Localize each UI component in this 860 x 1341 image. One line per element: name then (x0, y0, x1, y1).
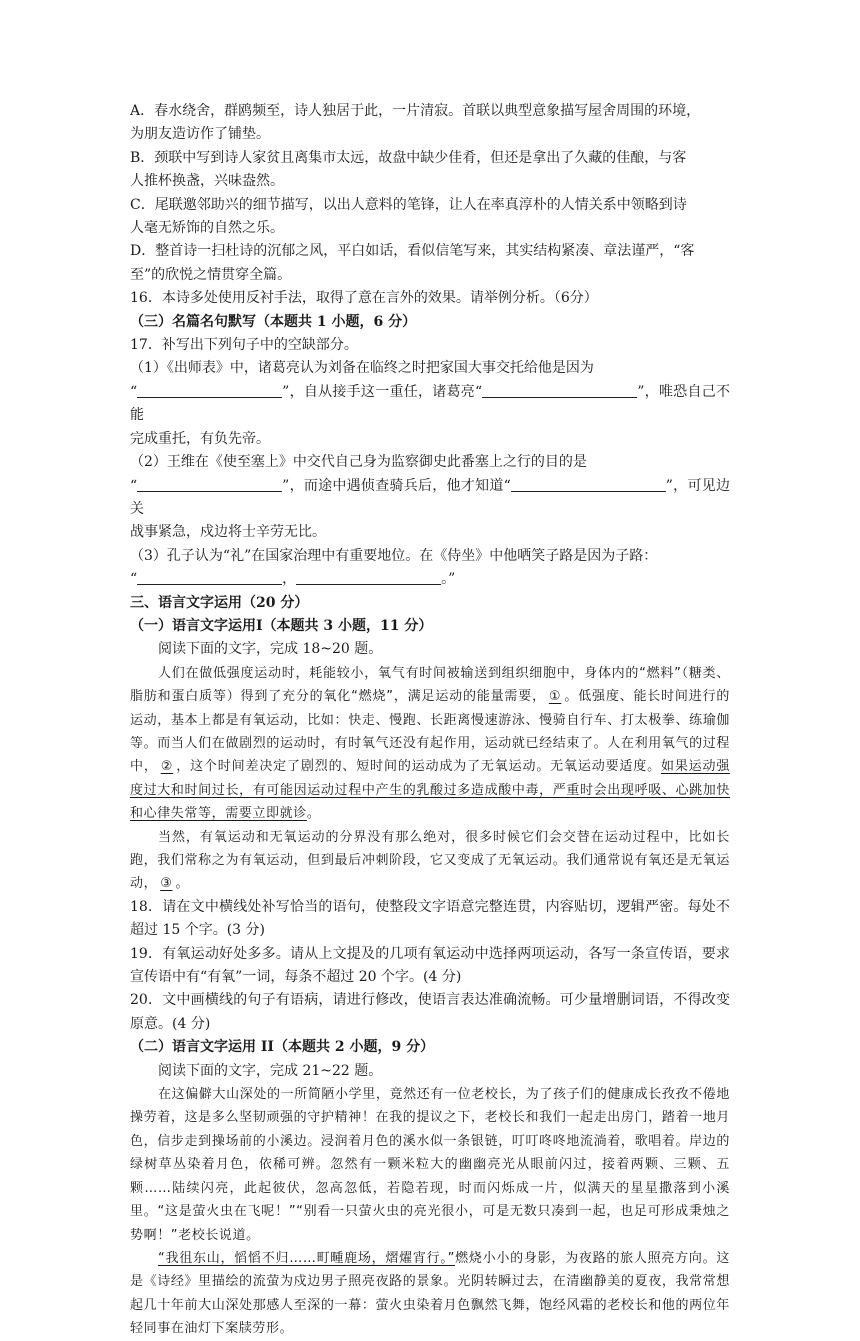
quote-open: “ (130, 383, 138, 400)
underlined-quote: “我徂东山，慆慆不归……町畽鹿场，熠燿宵行。” (158, 1250, 455, 1266)
exam-page (130, 100, 730, 1341)
quote-open: “ (130, 571, 138, 588)
option-b-line1: B．颈联中写到诗人家贫且离集市太远，故盘中缺少佳肴，但还是拿出了久藏的佳酿，与客 (130, 149, 687, 166)
blank-marker-3: ③ (160, 876, 173, 892)
q17-item1-line2 (130, 381, 730, 428)
option-a-line2: 为朋友造访作了铺垫。 (130, 126, 270, 143)
passage-text: 燃烧小小的身影，为夜路的旅人照亮方向。这是《诗经》里描绘的流萤为戍边男子照亮夜路的景象。光阴转瞬过去，在清幽静美的夏夜，我常常想起几十年前大山深处那感人至深的一幕：萤火虫染着月色飘然飞舞，饱经风霜的老校长和他的两位年轻同事在油灯下案牍劳形。 (130, 1250, 730, 1337)
section-3-heading: 三、语言文字运用（20 分） (130, 594, 309, 611)
passage-text: 。低强度、能长时间进行的运动，基本上都是有氧运动，比如：快走、慢跑、长距离慢速游泳、慢骑自行车、打太极拳、练瑜伽等。而当人们在做剧烈的运动时，有时氧气还没有起作用，运动就已经结束了。人在利用氧气的过程中， (130, 689, 730, 775)
fill-text: ， (282, 571, 297, 588)
q17-item2-line3: 战事紧急，戍边将士辛劳无比。 (130, 524, 326, 541)
subsection-1-heading: （一）语言文字运用Ⅰ（本题共 3 小题，11 分） (130, 617, 433, 634)
blank-marker-1: ① (548, 689, 562, 705)
question-20: 20．文中画横线的句子有语病，请进行修改，使语言表达准确流畅。可少量增删词语，不得改变原意。(4 分) (130, 992, 730, 1032)
q17-item2-line2 (130, 475, 730, 522)
question-18: 18．请在文中横线处补写恰当的语句，使整段文字语意完整连贯，内容贴切，逻辑严密。每处不超过 15 个字。(3 分) (130, 898, 730, 939)
passage-firefly-p2 (130, 1247, 730, 1341)
passage-text: 。 (175, 876, 190, 892)
option-b-line2: 人推杯换盏，兴味盎然。 (130, 173, 284, 190)
quote-open: “ (130, 477, 138, 494)
subsection-2-heading: （二）语言文字运用 II（本题共 2 小题，9 分） (130, 1039, 435, 1056)
reading-instruction-21-22: 阅读下面的文字，完成 21~22 题。 (158, 1062, 383, 1079)
q17-item3-line1: （3）孔子认为“礼”在国家治理中有重要地位。在《侍坐》中他哂笑子路是因为子路： (130, 547, 658, 564)
fill-blank[interactable] (511, 475, 666, 492)
fill-text: ”，可见边关 (130, 477, 730, 517)
passage-text: 当然，有氧运动和无氧运动的分界没有那么绝对，很多时候它们会交替在运动过程中，比如长跑，我们常称之为有氧运动，但到最后冲刺阶段，它又变成了无氧运动。我们通常说有氧还是无氧运动， (130, 829, 730, 892)
option-d-line1: D．整首诗一扫杜诗的沉郁之风，平白如话，看似信笔写来，其实结构紧凑、章法谨严，“客 (130, 243, 695, 260)
passage-text: 人们在做低强度运动时，耗能较小，氧气有时间被输送到组织细胞中，身体内的“燃料”（糖类、脂肪和蛋白质等）得到了充分的氧化“燃烧”，满足运动的能量需要， (130, 665, 730, 705)
q17-item1-line1: （1）《出师表》中，诸葛亮认为刘备在临终之时把家国大事交托给他是因为 (130, 360, 594, 377)
passage-aerobic-p2 (130, 826, 730, 896)
underlined-sentence: 如果运动强度过大和时间过长，有可能因运动过程中产生的乳酸过多造成酸中毒，严重时会出现呼吸、心跳加快和心律失常等，需要立即就诊 (130, 759, 730, 822)
fill-blank[interactable] (137, 381, 282, 398)
fill-blank[interactable] (137, 475, 282, 492)
reading-instruction-18-20: 阅读下面的文字，完成 18~20 题。 (158, 641, 383, 658)
question-16: 16．本诗多处使用反衬手法，取得了意在言外的效果。请举例分析。（6分） (130, 290, 598, 307)
blank-marker-2: ② (160, 759, 174, 775)
passage-firefly-p1: 在这偏僻大山深处的一所简陋小学里，竟然还有一位老校长，为了孩子们的健康成长孜孜不倦地操劳着，这是多么坚韧顽强的守护精神！在我的提议之下，老校长和我们一起走出房门，踏着一地月色，信步走到操场前的小溪边。浸润着月色的溪水似一条银链，叮叮咚咚地流淌着，歌唱着。岸边的绿树草丛染着月色，依稀可辨。忽然有一颗米粒大的幽幽亮光从眼前闪过，接着两颗、三颗、五颗……陆续闪亮，此起彼伏，忽高忽低，若隐若现，时而闪烁成一片，似满天的星星撒落到小溪里。“这是萤火虫在飞呢！”“别看一只萤火虫的亮光很小，可是无数只凑到一起，也足可形成秉烛之势啊！”老校长说道。 (130, 1087, 730, 1243)
q17-item1-line3: 完成重托，有负先帝。 (130, 430, 270, 447)
fill-text: ”，而途中遇侦查骑兵后，他才知道“ (282, 477, 511, 494)
q17-item2-line1: （2）王维在《使至塞上》中交代自己身为监察御史此番塞上之行的目的是 (130, 454, 587, 471)
famous-lines-heading: （三）名篇名句默写（本题共 1 小题，6 分） (130, 313, 417, 330)
option-d-line2: 至”的欣悦之情贯穿全篇。 (130, 266, 292, 283)
passage-aerobic-p1 (130, 662, 730, 826)
fill-blank[interactable] (296, 568, 441, 585)
option-c-line2: 人毫无矫饰的自然之乐。 (130, 220, 284, 237)
fill-blank[interactable] (137, 568, 282, 585)
option-c-line1: C．尾联邀邻助兴的细节描写，以出人意料的笔锋，让人在率真淳朴的人情关系中领略到诗 (130, 196, 687, 213)
fill-blank[interactable] (482, 381, 637, 398)
fill-text: 。” (441, 571, 456, 588)
passage-text: ，这个时间差决定了剧烈的、短时间的运动成为了无氧运动。无氧运动要适度。 (176, 759, 661, 775)
fill-text: ”，唯恐自己不能 (130, 383, 730, 424)
fill-text: ”，自从接手这一重任，诸葛亮“ (282, 383, 483, 400)
question-19: 19．有氧运动好处多多。请从上文提及的几项有氧运动中选择两项运动，各写一条宣传语，要求宣传语中有“有氧”一词，每条不超过 20 个字。(4 分) (130, 945, 730, 986)
q17-item3-line2 (130, 568, 730, 591)
option-a-line1: A．春水绕舍，群鸥频至，诗人独居于此，一片清寂。首联以典型意象描写屋舍周围的环境， (130, 103, 701, 119)
passage-text: 。 (306, 806, 321, 822)
question-17: 17．补写出下列句子中的空缺部分。 (130, 337, 358, 354)
